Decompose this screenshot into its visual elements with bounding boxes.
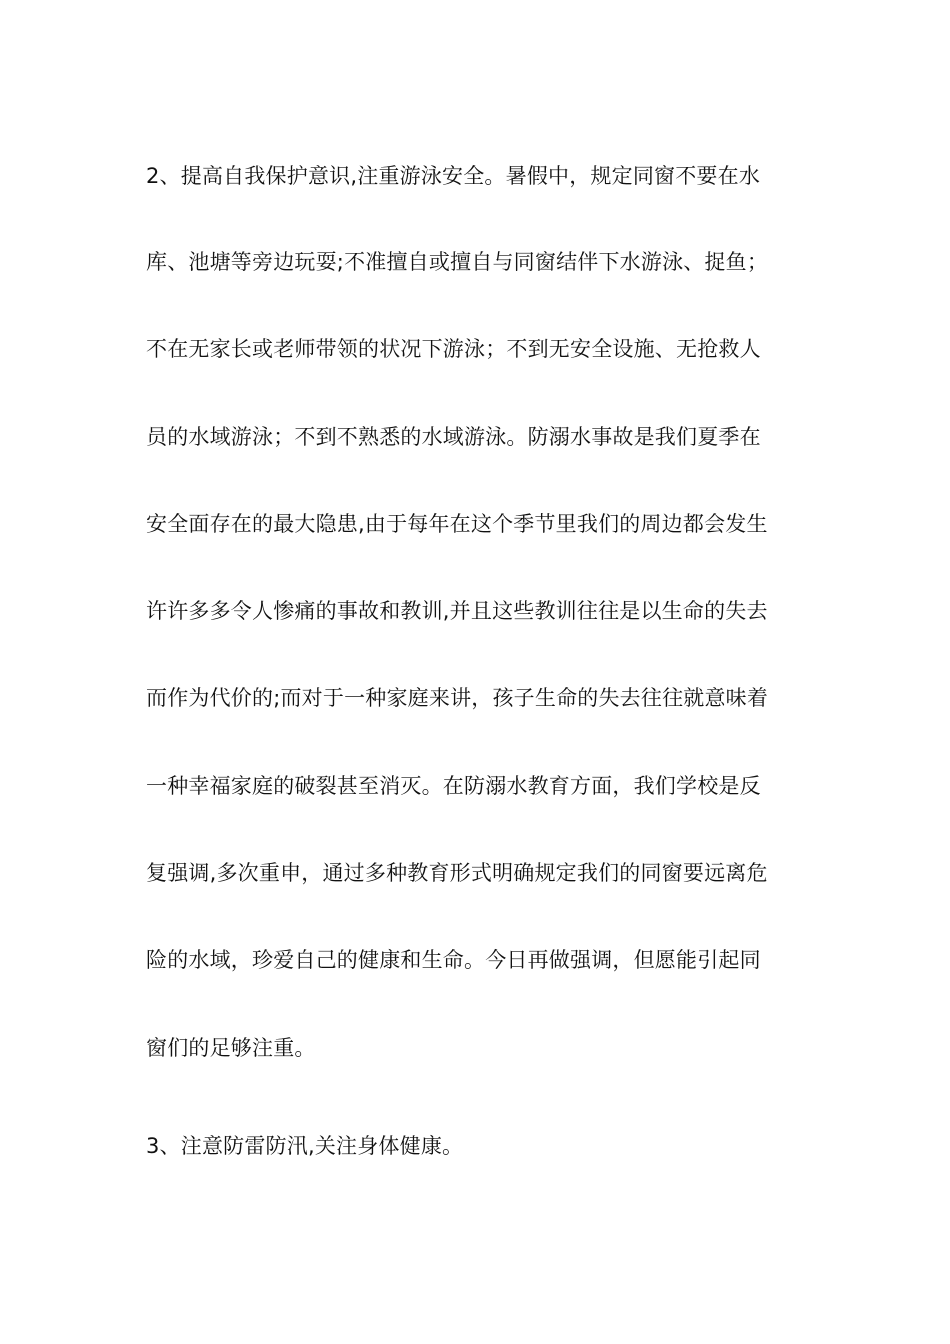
paragraph-2-line-1: 2、提高自我保护意识,注重游泳安全。暑假中，规定同窗不要在水 (146, 164, 761, 188)
paragraph-2-line-8: 一种幸福家庭的破裂甚至消灭。在防溺水教育方面，我们学校是反 (146, 774, 761, 798)
paragraph-2-line-5: 安全面存在的最大隐患,由于每年在这个季节里我们的周边都会发生 (146, 512, 768, 536)
paragraph-2-line-10: 险的水域，珍爱自己的健康和生命。今日再做强调，但愿能引起同 (146, 948, 761, 972)
paragraph-2-line-6: 许许多多令人惨痛的事故和教训,并且这些教训往往是以生命的失去 (146, 599, 768, 623)
paragraph-2-line-11: 窗们的足够注重。 (146, 1036, 316, 1060)
paragraph-2-line-3: 不在无家长或老师带领的状况下游泳；不到无安全设施、无抢救人 (146, 337, 761, 361)
paragraph-2-line-4: 员的水域游泳；不到不熟悉的水域游泳。防溺水事故是我们夏季在 (146, 425, 761, 449)
paragraph-2-line-9: 复强调,多次重申，通过多种教育形式明确规定我们的同窗要远离危 (146, 861, 768, 885)
paragraph-3-line-1: 3、注意防雷防汛,关注身体健康。 (146, 1134, 464, 1158)
paragraph-2-line-7: 而作为代价的;而对于一种家庭来讲，孩子生命的失去往往就意味着 (146, 686, 769, 710)
paragraph-2-line-2: 库、池塘等旁边玩耍;不准擅自或擅自与同窗结伴下水游泳、捉鱼； (146, 250, 769, 274)
